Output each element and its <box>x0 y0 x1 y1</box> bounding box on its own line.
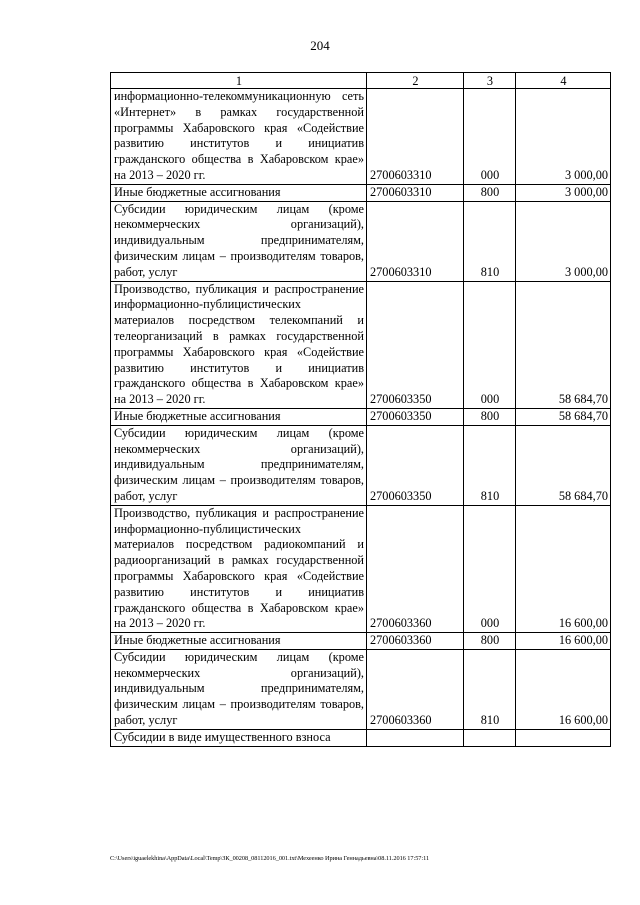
table-row <box>111 201 611 281</box>
row-amount: 58 684,70 <box>516 281 611 408</box>
row-target-code: 2700603350 <box>367 408 464 425</box>
row-expense-type: 810 <box>464 425 516 505</box>
table-row <box>111 408 611 425</box>
row-amount: 3 000,00 <box>516 184 611 201</box>
row-amount: 3 000,00 <box>516 89 611 185</box>
row-target-code: 2700603350 <box>367 425 464 505</box>
row-amount <box>516 729 611 746</box>
row-description: Субсидии юридическим лицам (кроме некоммерческих организаций), индивидуальным предпринимателям, физическим лицам – производителям товаров, работ, услуг <box>111 425 367 505</box>
row-description: Производство, публикация и распространение информационно-публицистических материалов посредством радиокомпаний и радиоорганизаций в рамках государственной программы Хабаровского края «Содействие развитию институтов и инициатив гражданского общества в Хабаровском крае» на 2013 – 2020 гг. <box>111 505 367 632</box>
row-expense-type: 000 <box>464 89 516 185</box>
row-amount: 16 600,00 <box>516 633 611 650</box>
row-amount: 3 000,00 <box>516 201 611 281</box>
row-amount: 58 684,70 <box>516 408 611 425</box>
table-row <box>111 729 611 746</box>
column-header-4: 4 <box>516 73 611 89</box>
table-row <box>111 505 611 632</box>
row-target-code: 2700603360 <box>367 505 464 632</box>
row-expense-type: 800 <box>464 184 516 201</box>
column-header-2: 2 <box>367 73 464 89</box>
row-description: Иные бюджетные ассигнования <box>111 184 367 201</box>
row-description: Иные бюджетные ассигнования <box>111 633 367 650</box>
row-expense-type: 800 <box>464 408 516 425</box>
row-expense-type <box>464 729 516 746</box>
table-row <box>111 89 611 185</box>
table-row <box>111 425 611 505</box>
row-target-code: 2700603360 <box>367 633 464 650</box>
row-description: Иные бюджетные ассигнования <box>111 408 367 425</box>
row-description: Субсидии юридическим лицам (кроме некоммерческих организаций), индивидуальным предпринимателям, физическим лицам – производителям товаров, работ, услуг <box>111 201 367 281</box>
column-header-3: 3 <box>464 73 516 89</box>
row-expense-type: 800 <box>464 633 516 650</box>
table-row <box>111 633 611 650</box>
table-body <box>111 89 611 747</box>
row-amount: 58 684,70 <box>516 425 611 505</box>
table-row <box>111 281 611 408</box>
column-header-1: 1 <box>111 73 367 89</box>
table-row <box>111 184 611 201</box>
row-description: Производство, публикация и распространение информационно-публицистических материалов посредством телекомпаний и телеорганизаций в рамках государственной программы Хабаровского края «Содействие развитию институтов и инициатив гражданского общества в Хабаровском крае» на 2013 – 2020 гг. <box>111 281 367 408</box>
row-description: Субсидии юридическим лицам (кроме некоммерческих организаций), индивидуальным предпринимателям, физическим лицам – производителям товаров, работ, услуг <box>111 649 367 729</box>
row-target-code: 2700603350 <box>367 281 464 408</box>
row-amount: 16 600,00 <box>516 649 611 729</box>
table-header-row <box>111 73 611 89</box>
budget-table <box>110 72 611 747</box>
row-target-code: 2700603310 <box>367 201 464 281</box>
row-description: информационно-телекоммуникационную сеть «Интернет» в рамках государственной программы Хабаровского края «Содействие развитию институтов и инициатив гражданского общества в Хабаровском крае» на 2013 – 2020 гг. <box>111 89 367 185</box>
row-target-code: 2700603360 <box>367 649 464 729</box>
file-path-footer: C:\Users\iguaelekhina\AppData\Local\Temp\ЗК_00208_08112016_001.txt\Мехеенко Ирина Геннадьевна\08.11.2016 17:57:11 <box>110 855 430 862</box>
row-expense-type: 000 <box>464 281 516 408</box>
row-expense-type: 810 <box>464 201 516 281</box>
page-number: 204 <box>310 38 330 53</box>
table-row <box>111 649 611 729</box>
row-description: Субсидии в виде имущественного взноса <box>111 729 367 746</box>
row-expense-type: 810 <box>464 649 516 729</box>
row-target-code: 2700603310 <box>367 184 464 201</box>
row-amount: 16 600,00 <box>516 505 611 632</box>
row-target-code: 2700603310 <box>367 89 464 185</box>
row-expense-type: 000 <box>464 505 516 632</box>
row-target-code <box>367 729 464 746</box>
